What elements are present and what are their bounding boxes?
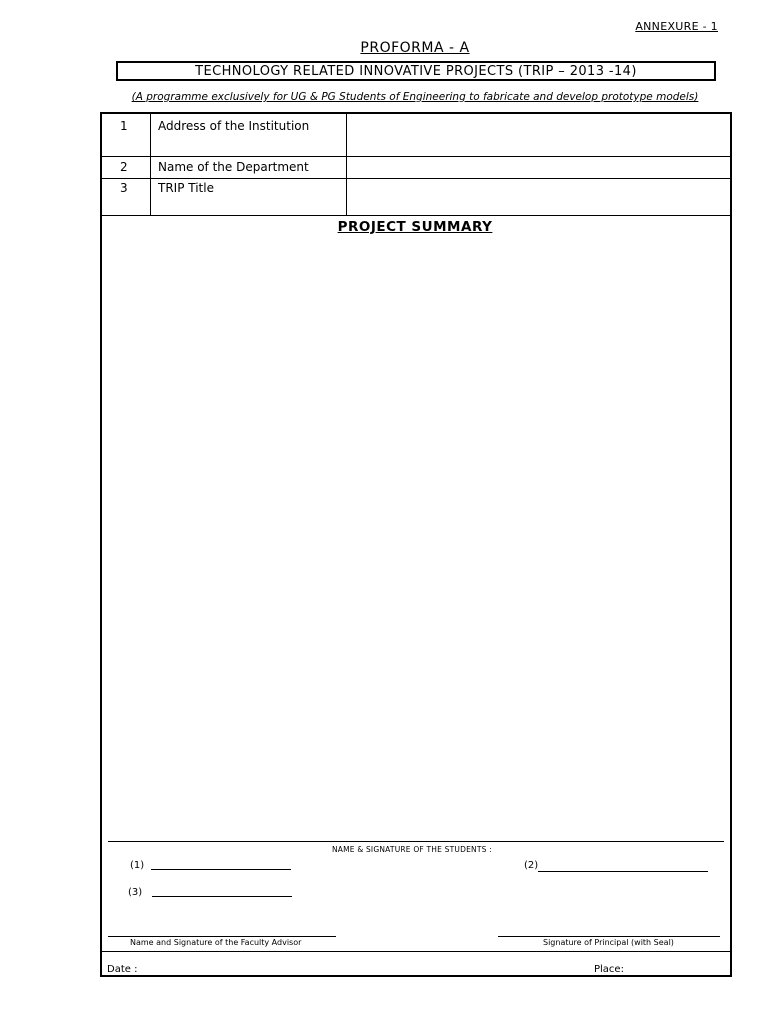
trip-title-field[interactable] (348, 179, 730, 214)
place-field[interactable] (624, 975, 726, 976)
proforma-title: PROFORMA - A (360, 40, 470, 56)
student-2-label: (2) (524, 860, 539, 871)
student-3-label: (3) (128, 887, 143, 898)
document-title: TECHNOLOGY RELATED INNOVATIVE PROJECTS (TRIP – 2013 -14) (116, 61, 716, 81)
annexure-label: ANNEXURE - 1 (635, 20, 718, 33)
faculty-signature-line (108, 936, 336, 937)
signature-section-divider (108, 841, 724, 842)
principal-signature-line (498, 936, 720, 937)
project-summary-area[interactable] (104, 242, 730, 836)
document-subtitle: (A programme exclusively for UG & PG Students of Engineering to fabricate and develop prototype models) (131, 91, 699, 103)
date-label: Date : (107, 964, 138, 975)
table-divider-value (346, 114, 347, 216)
footer-divider (102, 951, 732, 952)
student-3-signature-line[interactable] (152, 896, 292, 897)
department-name-label: Name of the Department (158, 160, 309, 174)
student-1-signature-line[interactable] (151, 869, 291, 870)
institution-address-field[interactable] (348, 115, 730, 155)
table-row-divider (102, 215, 732, 216)
project-summary-heading: PROJECT SUMMARY (337, 219, 493, 235)
faculty-advisor-label: Name and Signature of the Faculty Advisor (130, 938, 302, 947)
student-2-signature-line[interactable] (538, 871, 708, 872)
row-number: 3 (120, 181, 128, 195)
students-signature-heading: NAME & SIGNATURE OF THE STUDENTS : (332, 845, 492, 854)
table-divider-num (150, 114, 151, 216)
student-1-label: (1) (130, 860, 145, 871)
row-number: 2 (120, 160, 128, 174)
institution-address-label: Address of the Institution (158, 119, 310, 133)
place-label: Place: (594, 964, 624, 975)
trip-title-label: TRIP Title (158, 181, 214, 195)
row-number: 1 (120, 119, 128, 133)
principal-signature-label: Signature of Principal (with Seal) (543, 938, 674, 947)
date-field[interactable] (137, 975, 250, 976)
department-name-field[interactable] (348, 157, 730, 177)
